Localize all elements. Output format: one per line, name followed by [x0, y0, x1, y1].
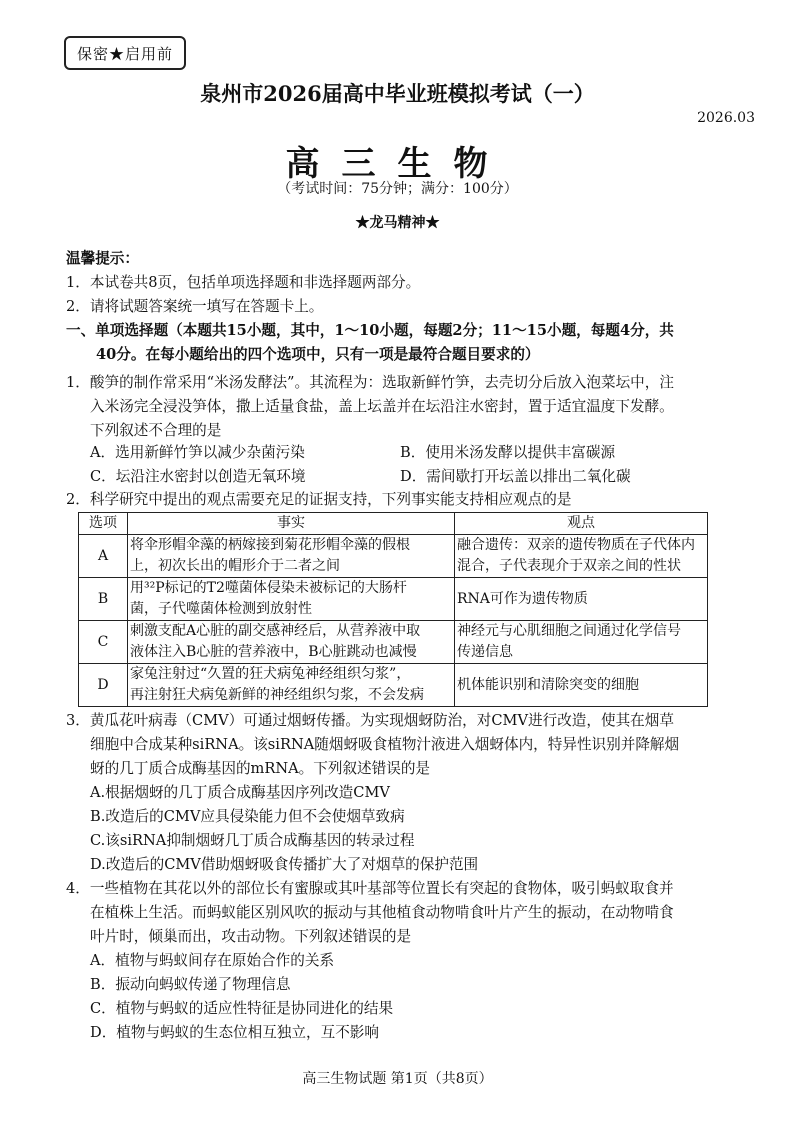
q2-table-header — [79, 513, 708, 535]
q1-stem: 入米汤完全浸没笋体，撒上适量食盐，盖上坛盖并在坛沿注水密封，置于适宜温度下发酵。 — [90, 398, 674, 415]
row-option: B — [79, 578, 128, 621]
view-line: RNA可作为遗传物质 — [457, 590, 588, 607]
page-footer: 高三生物试题 第1页（共8页） — [302, 1071, 493, 1087]
header-option: 选项 — [79, 513, 128, 535]
q1-option-a: A．选用新鲜竹笋以减少杂菌污染 — [90, 444, 305, 461]
exam-title: 泉州市2026届高中毕业班模拟考试（一） — [200, 81, 595, 106]
row-fact — [128, 664, 455, 707]
q1-stem: 1．酸笋的制作常采用“米汤发酵法”。其流程为：选取新鲜竹笋，去壳切分后放入泡菜坛中，注 — [66, 374, 674, 391]
fact-line: 家兔注射过“久置的狂犬病兔神经组织匀浆”， — [130, 666, 411, 682]
view-line: 混合，子代表现介于双亲之间的性状 — [457, 558, 681, 574]
table-row — [79, 535, 708, 578]
fact-line: 上，初次长出的帽形介于二者之间 — [130, 558, 340, 574]
table-row — [79, 664, 708, 707]
q4-stem: 在植株上生活。而蚂蚁能区别风吹的振动与其他植食动物啃食叶片产生的振动，在动物啃食 — [90, 904, 674, 921]
q3-stem: 细胞中合成某种siRNA。该siRNA随烟蚜吸食植物汁液进入烟蚜体内，特异性识别并降解烟 — [90, 736, 680, 753]
q4-stem: 4．一些植物在其花以外的部位长有蜜腺或其叶基部等位置长有突起的食物体，吸引蚂蚁取食并 — [66, 880, 674, 897]
view-line: 神经元与心肌细胞之间通过化学信号 — [457, 623, 681, 639]
row-fact — [128, 578, 455, 621]
exam-date: 2026.03 — [697, 110, 755, 126]
q4-option-c: C．植物与蚂蚁的适应性特征是协同进化的结果 — [90, 1000, 394, 1017]
section-heading: 一、单项选择题（本题共15小题，其中，1～10小题，每题2分；11～15小题，每题4分，共 — [66, 322, 674, 339]
q2-table — [78, 512, 708, 707]
q3-option-a: A.根据烟蚜的几丁质合成酶基因序列改造CMV — [90, 784, 390, 801]
header-fact: 事实 — [128, 513, 455, 535]
q1-option-d: D．需间歇打开坛盖以排出二氧化碳 — [400, 468, 631, 485]
row-view — [455, 664, 708, 707]
fact-line: 液体注入B心脏的营养液中，B心脏跳动也减慢 — [130, 644, 417, 660]
q2-stem: 2．科学研究中提出的观点需要充足的证据支持，下列事实能支持相应观点的是 — [66, 491, 572, 508]
section-heading-cont: 40分。在每小题给出的四个选项中，只有一项是最符合题目要求的） — [96, 346, 540, 363]
q1-stem: 下列叙述不合理的是 — [90, 422, 222, 439]
row-fact — [128, 621, 455, 664]
q1-option-b: B．使用米汤发酵以提供丰富碳源 — [400, 444, 616, 461]
q4-option-b: B．振动向蚂蚁传递了物理信息 — [90, 976, 291, 993]
view-line: 传递信息 — [457, 644, 513, 660]
header-view: 观点 — [455, 513, 708, 535]
q4-option-d: D．植物与蚂蚁的生态位相互独立，互不影响 — [90, 1024, 379, 1041]
fact-line: 刺激支配A心脏的副交感神经后，从营养液中取 — [130, 623, 421, 639]
q3-stem: 3．黄瓜花叶病毒（CMV）可通过烟蚜传播。为实现烟蚜防治，对CMV进行改造，使其在烟草 — [66, 712, 674, 729]
q4-stem: 叶片时，倾巢而出，攻击动物。下列叙述错误的是 — [90, 928, 412, 945]
fact-line: 将伞形帽伞藻的柄嫁接到菊花形帽伞藻的假根 — [130, 537, 410, 553]
q4-option-a: A．植物与蚂蚁间存在原始合作的关系 — [90, 952, 335, 969]
q1-option-c: C．坛沿注水密封以创造无氧环境 — [90, 468, 306, 485]
row-view — [455, 621, 708, 664]
row-option: C — [79, 621, 128, 664]
table-row — [79, 578, 708, 621]
tip-item: 1．本试卷共8页，包括单项选择题和非选择题两部分。 — [66, 274, 421, 291]
fact-line: 用³²P标记的T2噬菌体侵染未被标记的大肠杆 — [130, 580, 407, 596]
table-row — [79, 621, 708, 664]
row-view — [455, 578, 708, 621]
view-line: 融合遗传：双亲的遗传物质在子代体内 — [457, 537, 695, 553]
fact-line: 菌，子代噬菌体检测到放射性 — [130, 601, 312, 617]
row-view — [455, 535, 708, 578]
motto: ★龙马精神★ — [355, 215, 440, 231]
tip-item: 2．请将试题答案统一填写在答题卡上。 — [66, 298, 324, 315]
q3-option-d: D.改造后的CMV借助烟蚜吸食传播扩大了对烟草的保护范围 — [90, 856, 479, 873]
subject-title: 高三生物 — [285, 144, 510, 184]
q3-option-c: C.该siRNA抑制烟蚜几丁质合成酶基因的转录过程 — [90, 832, 415, 849]
fact-line: 再注射狂犬病兔新鲜的神经组织匀浆，不会发病 — [130, 687, 424, 703]
tips-heading: 温馨提示： — [66, 250, 139, 267]
row-fact — [128, 535, 455, 578]
exam-info: （考试时间：75分钟；满分：100分） — [277, 181, 518, 197]
q3-stem: 蚜的几丁质合成酶基因的mRNA。下列叙述错误的是 — [90, 760, 431, 777]
view-line: 机体能识别和清除突变的细胞 — [457, 676, 639, 693]
row-option: D — [79, 664, 128, 707]
confidential-badge: 保密★启用前 — [64, 36, 186, 70]
row-option: A — [79, 535, 128, 578]
q3-option-b: B.改造后的CMV应具侵染能力但不会使烟草致病 — [90, 808, 405, 825]
